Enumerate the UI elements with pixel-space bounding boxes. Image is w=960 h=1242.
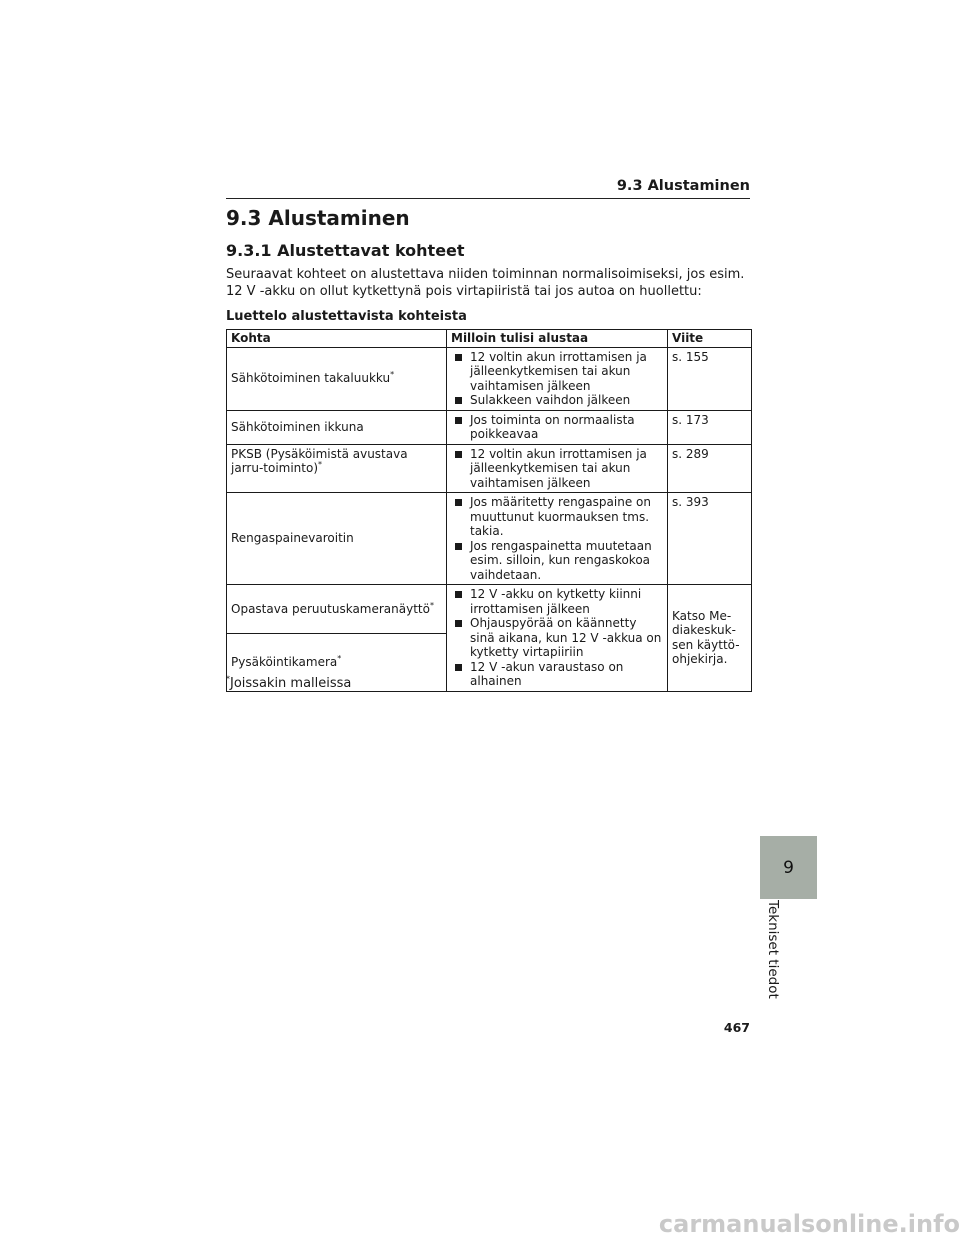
list-item: Sulakkeen vaihdon jälkeen	[451, 393, 663, 408]
table-row	[227, 410, 752, 444]
table-row	[227, 444, 752, 493]
section-title: 9.3.1 Alustettavat kohteet	[226, 241, 465, 260]
bullet-square-icon	[455, 620, 462, 627]
table-row	[227, 347, 752, 410]
bullet-square-icon	[455, 451, 462, 458]
watermark: carmanualsonline.info	[658, 1210, 960, 1238]
cell-milloin	[447, 347, 668, 410]
footnote-marker: *	[337, 654, 342, 664]
kohta-text: Opastava peruutuskameranäyttö	[231, 601, 430, 616]
running-header: 9.3 Alustaminen	[616, 178, 750, 194]
chapter-label-text: Tekniset tiedot	[765, 900, 781, 999]
footnote-marker: *	[429, 600, 434, 610]
bullet-square-icon	[455, 664, 462, 671]
footnote-marker: *	[390, 370, 395, 380]
cell-kohta	[227, 410, 447, 444]
bullet-square-icon	[455, 397, 462, 404]
cell-viite: Katso Me-diakeskuk-sen käyttö-ohjekirja.	[668, 585, 752, 692]
page-number: 467	[723, 1020, 750, 1035]
list-item: Ohjauspyörää on käännetty sinä aikana, kun 12 V -akkua on kytketty virtapiiriin	[451, 616, 663, 660]
cell-milloin	[447, 444, 668, 493]
bullet-square-icon	[455, 499, 462, 506]
table-caption: Luettelo alustettavista kohteista	[226, 309, 467, 324]
header-rule	[226, 198, 750, 199]
cell-viite: s. 393	[668, 493, 752, 585]
cell-kohta	[227, 347, 447, 410]
list-item: 12 V -akun varaustaso on alhainen	[451, 660, 663, 689]
chapter-number: 9	[783, 857, 794, 878]
kohta-text: PKSB (Pysäköimistä avustava jarru-toiminto)	[231, 446, 408, 475]
column-header-kohta: Kohta	[227, 330, 447, 348]
bullet-square-icon	[455, 591, 462, 598]
cell-viite: s. 289	[668, 444, 752, 493]
list-item: Jos toiminta on normaalista poikkeavaa	[451, 413, 663, 442]
bullet-square-icon	[455, 354, 462, 361]
table-row	[227, 585, 752, 634]
cell-kohta	[227, 585, 447, 634]
list-item: 12 V -akku on kytketty kiinni irrottamisen jälkeen	[451, 587, 663, 616]
table-row	[227, 493, 752, 585]
cell-kohta	[227, 444, 447, 493]
cell-viite: s. 173	[668, 410, 752, 444]
cell-kohta	[227, 493, 447, 585]
column-header-milloin: Milloin tulisi alustaa	[447, 330, 668, 348]
column-header-viite: Viite	[668, 330, 752, 348]
list-item: Jos rengaspainetta muutetaan esim. silloin, kun rengaskokoa vaihdetaan.	[451, 539, 663, 583]
list-item: 12 voltin akun irrottamisen ja jälleenkytkemisen tai akun vaihtamisen jälkeen	[451, 447, 663, 491]
footnote	[226, 676, 351, 691]
page-title: 9.3 Alustaminen	[226, 206, 410, 230]
reset-items-table	[226, 329, 752, 692]
cell-milloin	[447, 410, 668, 444]
cell-milloin	[447, 493, 668, 585]
bullet-square-icon	[455, 417, 462, 424]
table-header-row	[227, 330, 752, 348]
kohta-text: Rengaspainevaroitin	[231, 531, 354, 546]
chapter-tab	[760, 836, 817, 899]
footnote-marker: *	[318, 460, 323, 469]
footnote-marker: *	[226, 674, 230, 684]
kohta-text: Pysäköintikamera	[231, 655, 338, 670]
kohta-text: Sähkötoiminen ikkuna	[231, 419, 364, 434]
kohta-text: Sähkötoiminen takaluukku	[231, 371, 391, 386]
intro-paragraph: Seuraavat kohteet on alustettava niiden toiminnan normalisoimiseksi, jos esim. 12 V -akku on ollut kytkettynä pois virtapiiristä tai jos autoa on huollettu:	[226, 267, 745, 299]
chapter-label	[762, 900, 784, 1000]
footnote-text: Joissakin malleissa	[230, 676, 352, 691]
bullet-square-icon	[455, 543, 462, 550]
list-item: 12 voltin akun irrottamisen ja jälleenkytkemisen tai akun vaihtamisen jälkeen	[451, 350, 663, 394]
list-item: Jos määritetty rengaspaine on muuttunut kuormauksen tms. takia.	[451, 495, 663, 539]
cell-viite: s. 155	[668, 347, 752, 410]
cell-milloin	[447, 585, 668, 692]
